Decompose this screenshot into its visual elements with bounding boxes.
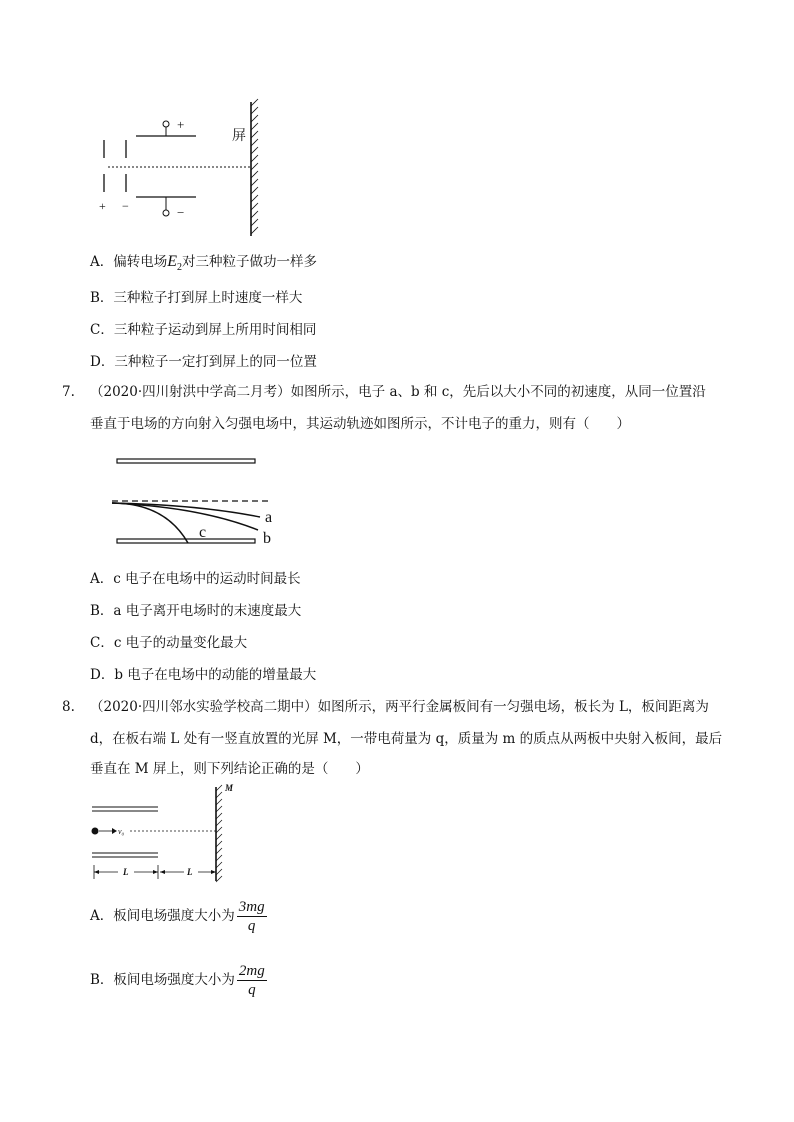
- q8-stem-line1: （2020·四川邻水实验学校高二期中）如图所示，两平行金属板间有一匀强电场，板长为 L，板间距离为: [90, 699, 709, 715]
- q6-option-b: B．三种粒子打到屏上时速度一样大: [90, 290, 303, 306]
- q7-option-d: D．b 电子在电场中的动能的增量最大: [90, 667, 317, 683]
- q8-option-b-text: B．板间电场强度大小为: [90, 972, 235, 988]
- q8-option-b-fraction: $\frac{2mg}{q}$: [238, 963, 265, 998]
- trajectory-c-label: c: [199, 524, 207, 541]
- left-plus-label: +: [99, 199, 106, 213]
- trajectory-b-label: b: [263, 530, 271, 547]
- q7-stem-line1: （2020·四川射洪中学高二月考）如图所示，电子 a、b 和 c，先后以大小不同的初速度，从同一位置沿: [90, 384, 706, 400]
- q6-figure: [90, 96, 290, 236]
- q7-figure: [110, 455, 290, 550]
- q6-option-a-text: A．偏转电场: [90, 254, 168, 270]
- left-minus-label: −: [122, 199, 129, 213]
- q6-option-a: [90, 253, 317, 277]
- q6-option-d: D．三种粒子一定打到屏上的同一位置: [90, 354, 317, 370]
- q8-option-a-fraction: $\frac{3mg}{q}$: [238, 899, 265, 934]
- q7-option-c: C．c 电子的动量变化最大: [90, 635, 248, 651]
- q8-option-a: [90, 898, 267, 935]
- q7-option-b: B．a 电子离开电场时的末速度最大: [90, 603, 302, 619]
- q8-option-a-text: A．板间电场强度大小为: [90, 908, 235, 924]
- length-l-label-1: L: [123, 867, 129, 877]
- length-l-label-2: L: [187, 867, 193, 877]
- screen-label: 屏: [232, 129, 246, 144]
- q7-stem-line2: 垂直于电场的方向射入匀强电场中，其运动轨迹如图所示，不计电子的重力，则有（ ）: [90, 416, 630, 432]
- field-symbol: $E_2$: [167, 253, 183, 274]
- screen-m-label: M: [225, 783, 234, 793]
- q7-option-a: A．c 电子在电场中的运动时间最长: [90, 571, 301, 587]
- q7-number: 7.: [62, 384, 75, 400]
- q8-stem-line2: d，在板右端 L 处有一竖直放置的光屏 M，一带电荷量为 q，质量为 m 的质点从两板中央射入板间，最后: [90, 731, 723, 747]
- q8-figure: [88, 783, 248, 883]
- q8-option-b: [90, 962, 267, 999]
- initial-velocity-label: v₀: [118, 827, 125, 836]
- q8-stem-line3: 垂直在 M 屏上，则下列结论正确的是（ ）: [90, 761, 369, 777]
- plus-terminal-label: +: [177, 117, 185, 132]
- q8-number: 8.: [62, 699, 75, 715]
- q6-option-c: C．三种粒子运动到屏上所用时间相同: [90, 322, 317, 338]
- trajectory-a-label: a: [265, 509, 273, 526]
- q6-option-a-tail: 对三种粒子做功一样多: [182, 254, 318, 270]
- minus-terminal-label: −: [177, 205, 185, 220]
